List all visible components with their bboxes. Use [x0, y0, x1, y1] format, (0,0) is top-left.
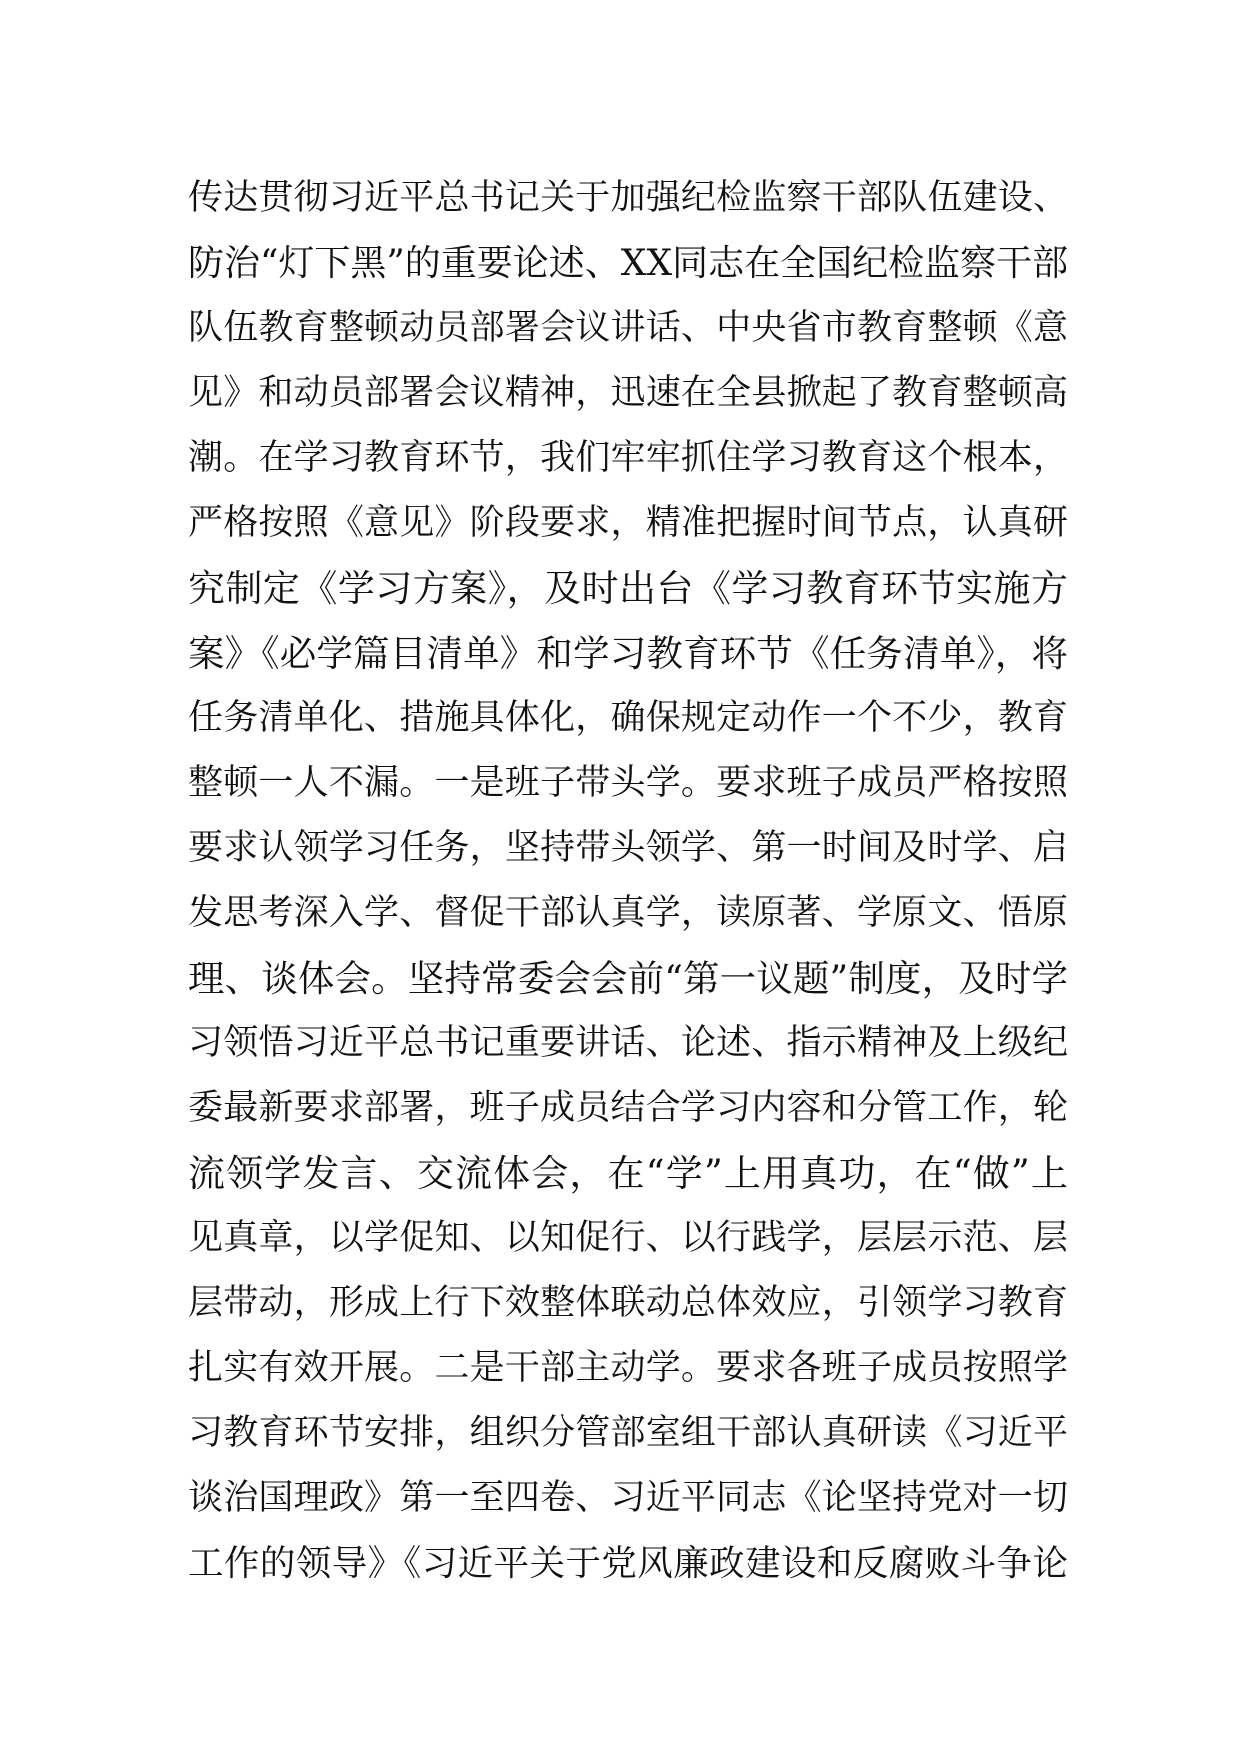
- text-line-6: 严格按照《意见》阶段要求，精准把握时间节点，认真研: [188, 503, 1068, 543]
- text-line-22: 工作的领导》《习近平关于党风廉政建设和反腐败斗争论: [188, 1543, 1068, 1584]
- text-line-10: 整顿一人不漏。一是班子带头学。要求班子成员严格按照: [188, 763, 1068, 803]
- text-line-12: 发思考深入学、督促干部认真学，读原著、学原文、悟原: [188, 893, 1068, 933]
- text-line-2: 防治“灯下黑”的重要论述、XX同志在全国纪检监察干部: [188, 243, 1069, 284]
- text-line-16: 流领学发言、交流体会，在“学”上用真功，在“做”上: [188, 1152, 1068, 1195]
- text-line-4: 见》和动员部署会议精神，迅速在全县掀起了教育整顿高: [188, 373, 1068, 413]
- text-line-15: 委最新要求部署，班子成员结合学习内容和分管工作，轮: [188, 1088, 1068, 1128]
- text-line-9: 任务清单化、措施具体化，确保规定动作一个不少，教育: [188, 698, 1068, 738]
- body-paragraph: [188, 166, 1068, 1596]
- text-line-1: 传达贯彻习近平总书记关于加强纪检监察干部队伍建设、: [188, 178, 1068, 218]
- text-line-8: 案》《必学篇目清单》和学习教育环节《任务清单》，将: [188, 632, 1068, 675]
- text-line-7: 究制定《学习方案》，及时出台《学习教育环节实施方: [188, 567, 1068, 610]
- text-line-5: 潮。在学习教育环节，我们牢牢抓住学习教育这个根本，: [188, 438, 1068, 478]
- text-line-11: 要求认领学习任务，坚持带头领学、第一时间及时学、启: [188, 828, 1068, 868]
- text-line-17: 见真章，以学促知、以知促行、以行践学，层层示范、层: [188, 1218, 1068, 1258]
- text-line-13: 理、谈体会。坚持常委会会前“第一议题”制度，及时学: [188, 957, 1068, 1000]
- text-line-3: 队伍教育整顿动员部署会议讲话、中央省市教育整顿《意: [188, 308, 1068, 348]
- text-line-21: 谈治国理政》第一至四卷、习近平同志《论坚持党对一切: [188, 1478, 1068, 1518]
- text-line-14: 习领悟习近平总书记重要讲话、论述、指示精神及上级纪: [188, 1023, 1068, 1063]
- text-line-18: 层带动，形成上行下效整体联动总体效应，引领学习教育: [188, 1283, 1068, 1323]
- text-line-20: 习教育环节安排，组织分管部室组干部认真研读《习近平: [188, 1413, 1068, 1453]
- text-line-19: 扎实有效开展。二是干部主动学。要求各班子成员按照学: [188, 1348, 1068, 1388]
